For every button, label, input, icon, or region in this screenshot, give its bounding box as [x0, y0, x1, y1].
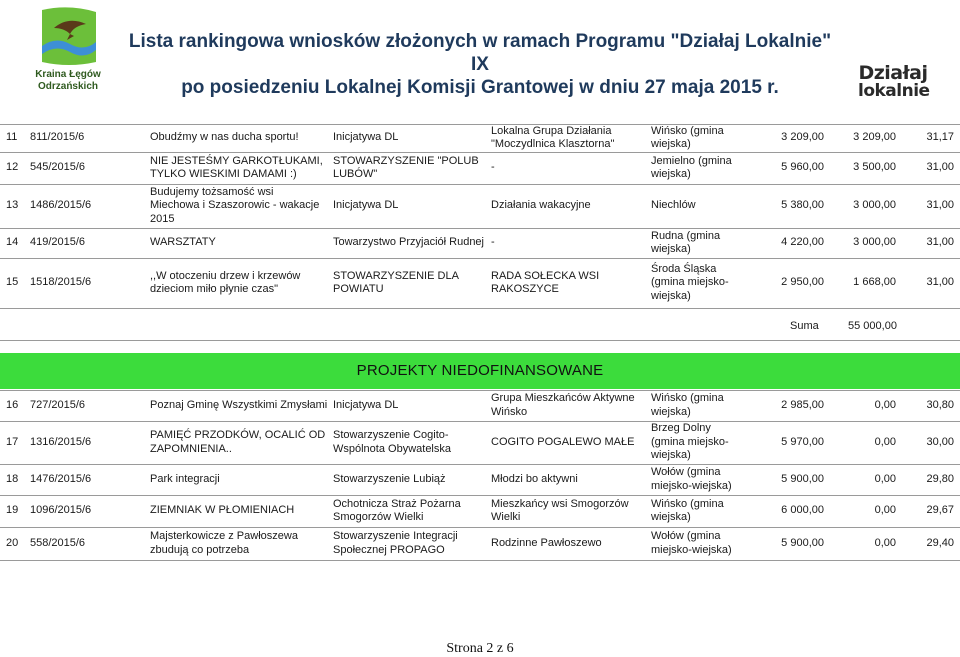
cell-id: 1096/2015/6 [30, 504, 92, 517]
cell-total: 5 970,00 [781, 435, 824, 448]
row-divider [0, 495, 960, 496]
footer-prefix: Strona [446, 641, 483, 656]
cell-nr: 14 [6, 236, 19, 249]
cell-requested: 0,00 [874, 398, 896, 411]
cell-points: 29,67 [926, 504, 954, 517]
cell-name: Obudźmy w nas ducha sportu! [150, 131, 299, 144]
logo-right-line2: lokalnie [858, 81, 930, 101]
cell-name: Park integracji [150, 472, 220, 485]
footer-total: 6 [506, 641, 514, 656]
cell-points: 31,00 [926, 161, 954, 174]
cell-total: 2 950,00 [781, 276, 824, 289]
cell-requested: 1 668,00 [853, 276, 896, 289]
page-header [0, 0, 960, 110]
logo-text-line2: Odrzańskich [37, 81, 99, 92]
cell-gmina: Wińsko (gmina wiejska) [651, 497, 724, 523]
kraina-legow-logo [22, 6, 114, 96]
title-line-2: po posiedzeniu Lokalnej Komisji Grantowej w dniu 27 maja 2015 r. [181, 77, 779, 98]
cell-partner: - [491, 236, 495, 249]
cell-requested: 3 000,00 [853, 236, 896, 249]
sum-label: Suma [790, 320, 819, 332]
cell-requested: 3 209,00 [853, 131, 896, 144]
cell-nr: 17 [6, 435, 19, 448]
cell-total: 5 900,00 [781, 536, 824, 549]
cell-total: 3 209,00 [781, 131, 824, 144]
cell-name: WARSZTATY [150, 236, 216, 249]
cell-id: 1518/2015/6 [30, 276, 92, 289]
cell-gmina: Wińsko (gmina wiejska) [651, 124, 724, 150]
cell-org: Stowarzyszenie Cogito- Wspólnota Obywatelska [333, 429, 451, 455]
cell-id: 1486/2015/6 [30, 199, 92, 212]
cell-id: 727/2015/6 [30, 398, 86, 411]
page-footer [0, 641, 960, 657]
row-divider [0, 527, 960, 528]
cell-name: ZIEMNIAK W PŁOMIENIACH [150, 504, 295, 517]
sum-value: 55 000,00 [848, 320, 897, 332]
cell-nr: 11 [6, 131, 18, 144]
cell-id: 811/2015/6 [30, 131, 85, 144]
cell-name: ,,W otoczeniu drzew i krzewów dzieciom miło płynie czas" [150, 269, 301, 295]
row-divider [0, 258, 960, 259]
cell-org: Ochotnicza Straż Pożarna Smogorzów Wielki [333, 497, 461, 523]
cell-org: STOWARZYSZENIE "POLUB LUBÓW" [333, 154, 479, 180]
cell-requested: 3 500,00 [853, 161, 896, 174]
cell-id: 419/2015/6 [30, 236, 86, 249]
cell-gmina: Wołów (gmina miejsko-wiejska) [651, 466, 732, 492]
cell-name: PAMIĘĆ PRZODKÓW, OCALIĆ OD ZAPOMNIENIA.. [150, 429, 326, 455]
cell-nr: 13 [6, 199, 19, 212]
table-top-border [0, 390, 960, 391]
title-line-1: Lista rankingowa wniosków złożonych w ramach Programu "Działaj Lokalnie" IX [128, 31, 832, 75]
cell-points: 31,17 [926, 131, 954, 144]
cell-id: 558/2015/6 [30, 536, 86, 549]
section-title: PROJEKTY NIEDOFINANSOWANE [356, 362, 604, 379]
cell-nr: 12 [6, 161, 19, 174]
cell-org: Stowarzyszenie Lubiąż [333, 472, 446, 485]
cell-partner: Działania wakacyjne [491, 199, 591, 212]
footer-separator: z [496, 641, 504, 656]
cell-points: 31,00 [926, 199, 954, 212]
cell-partner: COGITO POGALEWO MAŁE [491, 435, 635, 448]
row-divider [0, 152, 960, 153]
row-divider [0, 421, 960, 422]
cell-gmina: Rudna (gmina wiejska) [651, 229, 721, 255]
cell-requested: 0,00 [874, 504, 896, 517]
cell-requested: 0,00 [874, 435, 896, 448]
row-divider [0, 560, 960, 561]
cell-org: Towarzystwo Przyjaciół Rudnej [333, 236, 484, 249]
cell-org: STOWARZYSZENIE DLA POWIATU [333, 269, 459, 295]
cell-org: Inicjatywa DL [333, 131, 399, 144]
cell-partner: Mieszkańcy wsi Smogorzów Wielki [491, 497, 629, 523]
bird-landscape-icon [34, 6, 104, 68]
cell-nr: 19 [6, 504, 19, 517]
cell-id: 545/2015/6 [30, 161, 86, 174]
cell-org: Inicjatywa DL [333, 199, 399, 212]
cell-nr: 18 [6, 472, 19, 485]
cell-partner: Rodzinne Pawłoszewo [491, 536, 602, 549]
row-divider [0, 464, 960, 465]
cell-gmina: Środa Śląska (gmina miejsko- wiejska) [651, 262, 729, 302]
cell-total: 5 900,00 [781, 472, 824, 485]
cell-gmina: Brzeg Dolny (gmina miejsko- wiejska) [651, 422, 729, 462]
cell-org: Stowarzyszenie Integracji Społecznej PROPAGO [333, 530, 458, 556]
row-divider [0, 308, 960, 309]
cell-id: 1476/2015/6 [30, 472, 92, 485]
cell-partner: Młodzi bo aktywni [491, 472, 578, 485]
cell-nr: 16 [6, 398, 19, 411]
cell-points: 31,00 [926, 236, 954, 249]
cell-partner: RADA SOŁECKA WSI RAKOSZYCE [491, 269, 600, 295]
cell-nr: 20 [6, 536, 19, 549]
cell-gmina: Niechlów [651, 199, 696, 212]
cell-name: NIE JESTEŚMY GARKOTŁUKAMI, TYLKO WIESKIMI DAMAMI :) [150, 154, 323, 180]
footer-page: 2 [486, 641, 494, 656]
cell-gmina: Wińsko (gmina wiejska) [651, 392, 724, 418]
cell-total: 4 220,00 [781, 236, 824, 249]
cell-gmina: Jemielno (gmina wiejska) [651, 154, 732, 180]
cell-points: 31,00 [926, 276, 954, 289]
cell-id: 1316/2015/6 [30, 435, 92, 448]
cell-requested: 0,00 [874, 472, 896, 485]
cell-total: 6 000,00 [781, 504, 824, 517]
cell-org: Inicjatywa DL [333, 398, 399, 411]
cell-name: Budujemy tożsamość wsi Miechowa i Szaszorowic - wakacje 2015 [150, 185, 320, 225]
cell-total: 2 985,00 [781, 398, 824, 411]
logo-right-line1: Działaj [858, 62, 928, 84]
cell-partner: Lokalna Grupa Działania "Moczydlnica Klasztorna" [491, 124, 615, 150]
table-top-border [0, 124, 960, 125]
row-divider [0, 228, 960, 229]
row-divider [0, 184, 960, 185]
logo-text-line1: Kraina Łęgów [35, 69, 101, 80]
cell-points: 30,00 [926, 435, 954, 448]
cell-requested: 0,00 [874, 536, 896, 549]
cell-points: 29,40 [926, 536, 954, 549]
page-title [120, 30, 840, 99]
cell-points: 30,80 [926, 398, 954, 411]
cell-partner: - [491, 161, 495, 174]
cell-nr: 15 [6, 276, 19, 289]
cell-gmina: Wołów (gmina miejsko-wiejska) [651, 530, 732, 556]
cell-points: 29,80 [926, 472, 954, 485]
cell-partner: Grupa Mieszkańców Aktywne Wińsko [491, 392, 635, 418]
cell-name: Poznaj Gminę Wszystkimi Zmysłami [150, 398, 328, 411]
cell-name: Majsterkowicze z Pawłoszewa zbudują co potrzeba [150, 530, 298, 556]
cell-total: 5 960,00 [781, 161, 824, 174]
cell-total: 5 380,00 [781, 199, 824, 212]
dzialaj-lokalnie-logo [858, 62, 928, 106]
sum-row-line [0, 340, 960, 341]
cell-requested: 3 000,00 [853, 199, 896, 212]
